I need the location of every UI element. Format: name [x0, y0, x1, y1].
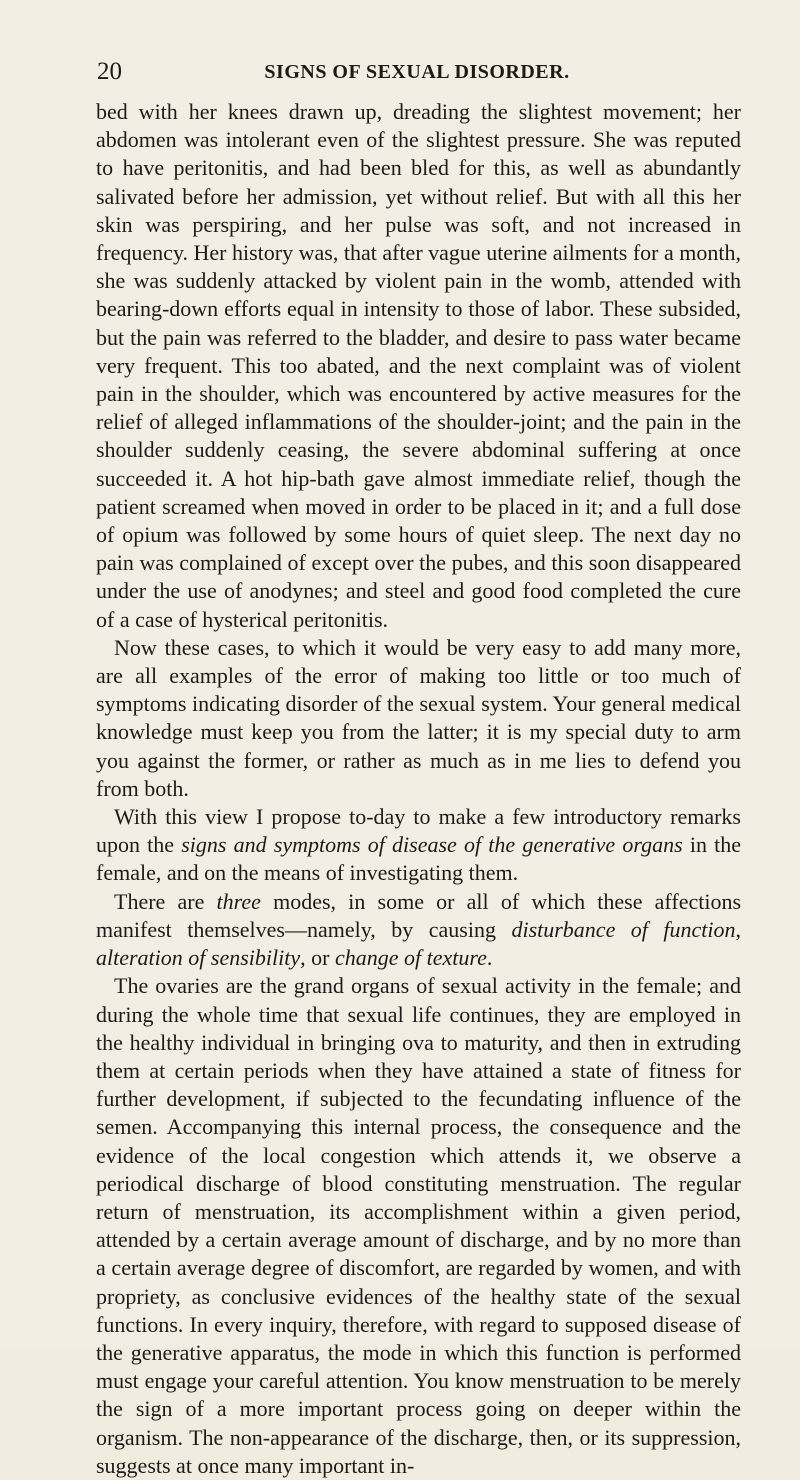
paragraph [96, 634, 741, 803]
italic-text: alteration of sensibility [96, 945, 301, 971]
text-run: Now these cases, to which it would be very easy to add many more, are all examples of the error of making too little or too much of symptoms indicating disorder of the sexual system. Your general medical knowledge must keep you from the latter; it is my special duty to arm you against the former, or rather as much as in me lies to defend you from both. [96, 634, 741, 801]
text-run: With this view I propose to-day to make a few introductory remarks upon the [96, 804, 741, 858]
text-run: . [486, 945, 493, 971]
text-run: modes, in some or all of which these affections manifest themselves—namely, by causing [96, 888, 742, 942]
running-title: SIGNS OF SEXUAL DISORDER. [264, 61, 570, 83]
italic-text: three [216, 888, 261, 914]
text-run: The ovaries are the grand organs of sexual activity in the female; and during the whole time that sexual life continues, they are employed in the healthy individual in bringing ova to maturity, and then in extruding them at certain periods when they have attained a state of fitness for further development, if subjected to the fecundating influence of the semen. Accompanying this internal process, the consequence and the evidence of the local congestion which attends it, we observe a periodical discharge of blood constituting menstruation. The regular return of menstruation, its accomplishment within a given period, attended by a certain average amount of discharge, and by no more than a certain average degree of discomfort, are regarded by women, and with propriety, as conclusive evidences of the healthy state of the sexual functions. In every inquiry, therefore, with regard to supposed disease of the generative apparatus, the mode in which this function is performed must engage your careful attention. You know menstruation to be merely the sign of a more important process going on deeper within the organism. The non-appearance of the discharge, then, or its suppression, suggests at once many important in- [96, 973, 741, 1478]
text-run: , [735, 916, 741, 942]
text-run: There are [114, 888, 217, 914]
text-run: bed with her knees drawn up, dreading the slightest movement; her abdomen was intolerant even of the slightest pressure. She was reputed to have peritonitis, and had been bled for this, as well as abundantly salivated before her admission, yet without relief. But with all this her skin was perspiring, and her pulse was soft, and not increased in frequency. Her history was, that after vague uterine ailments for a month, she was suddenly attacked by violent pain in the womb, attended with bearing-down efforts equal in intensity to those of labor. These subsided, but the pain was referred to the bladder, and desire to pass water became very frequent. This too abated, and the next complaint was of violent pain in the shoulder, which was encountered by active measures for the relief of alleged inflammations of the shoulder-joint; and the pain in the shoulder suddenly ceasing, the severe abdominal suffering at once succeeded it. A hot hip-bath gave almost immediate relief, though the patient screamed when moved in order to be placed in it; and a full dose of opium was followed by some hours of quiet sleep. The next day no pain was complained of except over the pubes, and this soon disappeared under the use of anodynes; and steel and good food completed the cure of a case of hysterical peritonitis. [96, 99, 741, 632]
page-number: 20 [97, 58, 122, 85]
paragraph [96, 972, 741, 1480]
page-header [97, 58, 737, 92]
text-run: in the female, and on the means of investigating them. [96, 832, 741, 886]
paragraph [96, 803, 741, 888]
paragraph [96, 98, 741, 634]
italic-text: signs and symptoms of disease of the generative organs [181, 832, 683, 858]
body-text [96, 98, 741, 1480]
italic-text: change of texture [334, 945, 487, 971]
italic-text: disturbance of function [511, 916, 736, 942]
text-run: , or [300, 945, 335, 971]
paragraph [96, 888, 741, 973]
